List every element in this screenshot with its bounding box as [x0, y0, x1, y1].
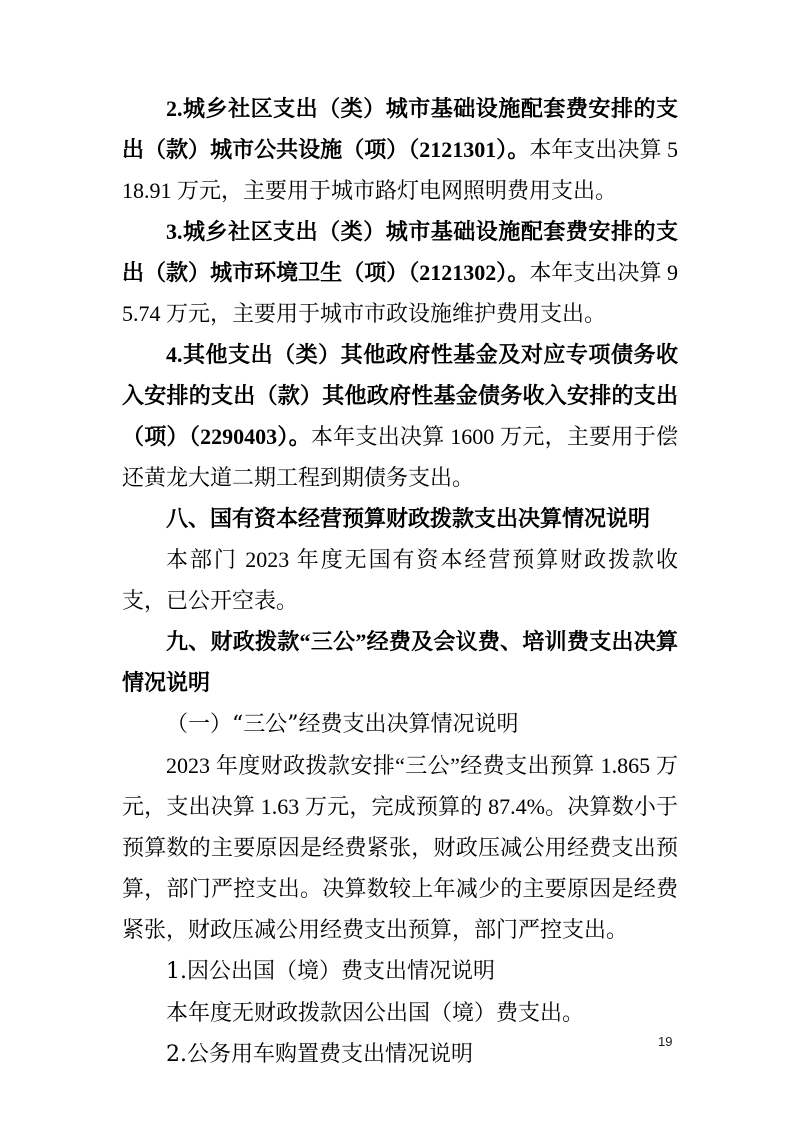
text-run-bold: 八、国有资本经营预算财政拨款支出决算情况说明	[166, 506, 651, 531]
text-run-kai: 1.因公出国（境）费支出情况说明	[166, 959, 495, 984]
text-run-bold: 4.其他支出（类）其他政府性基金及对应专项债务收入安排的支出（款）其他政府性基金债务收入安排的支出（项）（2290403）。	[122, 342, 678, 449]
section-heading	[122, 498, 678, 539]
document-body	[122, 88, 678, 1075]
body-paragraph	[122, 745, 678, 950]
text-run-regular: 2023 年度财政拨款安排“三公”经费支出预算 1.865 万元，支出决算 1.63 万元，完成预算的 87.4%。决算数小于预算数的主要原因是经费紧张，财政压减公用经费支出预算，部门严控支出。决算数较上年减少的主要原因是经费紧张，财政压减公用经费支出预算，部门严控支出。	[122, 753, 678, 942]
body-paragraph	[122, 88, 678, 211]
section-heading	[122, 621, 678, 703]
text-run-regular: 本部门 2023 年度无国有资本经营预算财政拨款收支，已公开空表。	[122, 547, 678, 613]
text-run-regular: 本年支出决算 518.91 万元，主要用于城市路灯电网照明费用支出。	[122, 137, 678, 203]
text-run-regular: 本年度无财政拨款因公出国（境）费支出。	[166, 1000, 585, 1025]
page-number: 19	[658, 1034, 673, 1049]
text-run-bold: 2.城乡社区支出（类）城市基础设施配套费安排的支出（款）城市公共设施（项）（2121301）。	[122, 96, 678, 162]
body-paragraph	[122, 334, 678, 498]
text-run-regular: 本年支出决算 1600 万元，主要用于偿还黄龙大道二期工程到期债务支出。	[122, 424, 678, 490]
text-run-regular: 本年支出决算 95.74 万元，主要用于城市市政设施维护费用支出。	[122, 260, 678, 326]
body-paragraph	[122, 539, 678, 621]
body-paragraph	[122, 211, 678, 334]
body-paragraph	[122, 992, 678, 1033]
sub-heading	[122, 703, 678, 745]
text-run-kai: 2.公务用车购置费支出情况说明	[166, 1042, 473, 1067]
text-run-bold: 3.城乡社区支出（类）城市基础设施配套费安排的支出（款）城市环境卫生（项）（2121302）。	[122, 219, 678, 285]
text-run-bold: 九、财政拨款“三公”经费及会议费、培训费支出决算情况说明	[122, 629, 678, 695]
text-run-kai: （一）“三公”经费支出决算情况说明	[166, 712, 519, 737]
sub-heading	[122, 1033, 678, 1075]
sub-heading	[122, 950, 678, 992]
